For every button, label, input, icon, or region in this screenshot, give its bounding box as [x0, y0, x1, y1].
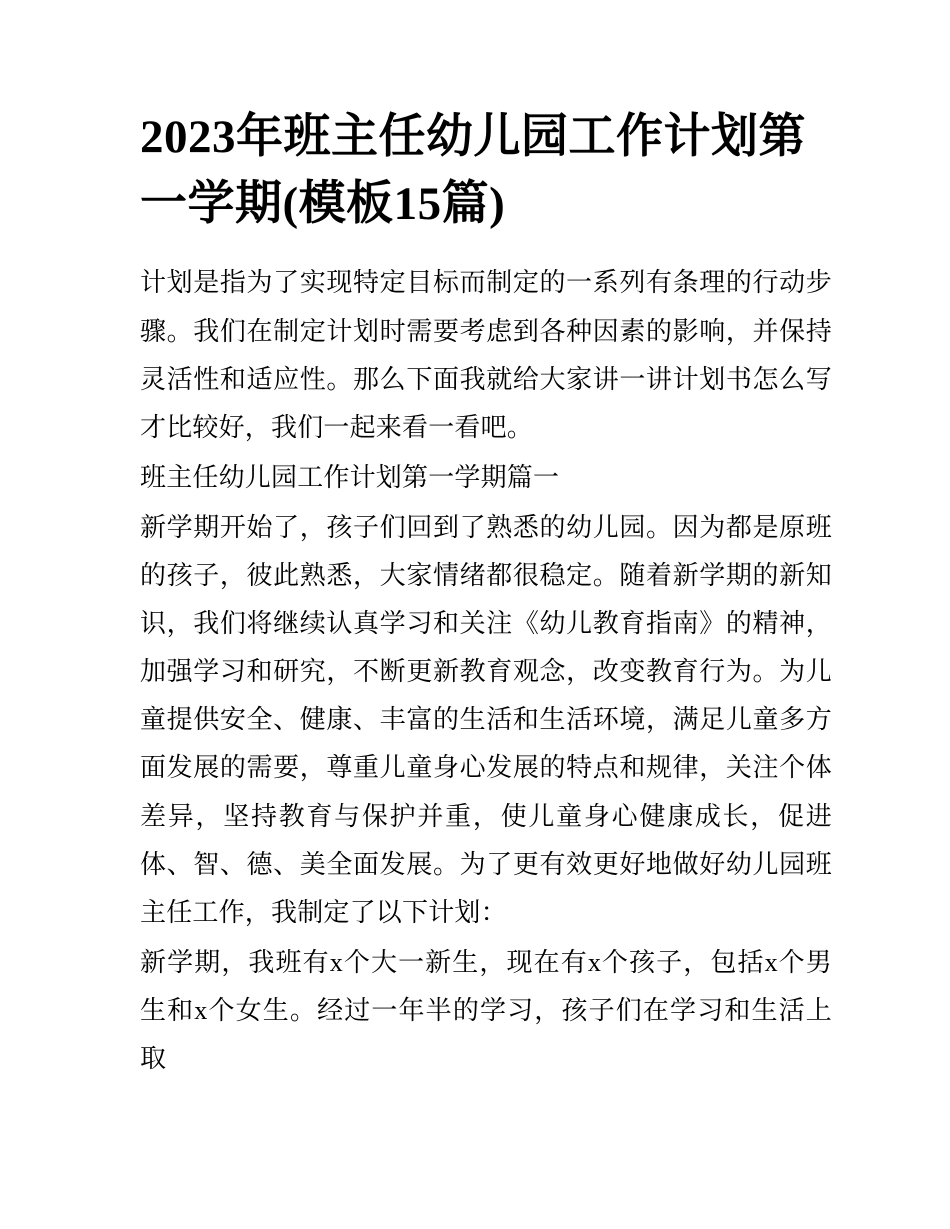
paragraph-intro: 计划是指为了实现特定目标而制定的一系列有条理的行动步骤。我们在制定计划时需要考虑到各种因素的影响，并保持灵活性和适应性。那么下面我就给大家讲一讲计划书怎么写才比较好，我们一起来看一看吧。 — [140, 268, 832, 442]
paragraph-section-heading: 班主任幼儿园工作计划第一学期篇一 — [140, 462, 560, 492]
paragraph-body-2: 新学期，我班有x个大一新生，现在有x个孩子，包括x个男生和x个女生。经过一年半的学习，孩子们在学习和生活上取 — [140, 947, 832, 1073]
page-title: 2023年班主任幼儿园工作计划第一学期(模板15篇) — [140, 111, 806, 230]
paragraph-body-1: 新学期开始了，孩子们回到了熟悉的幼儿园。因为都是原班的孩子，彼此熟悉，大家情绪都很稳定。随着新学期的新知识，我们将继续认真学习和关注《幼儿教育指南》的精神，加强学习和研究，不断更新教育观念，改变教育行为。为儿童提供安全、健康、丰富的生活和生活环境，满足儿童多方面发展的需要，尊重儿童身心发展的特点和规律，关注个体差异，坚持教育与保护并重，使儿童身心健康成长，促进体、智、德、美全面发展。为了更有效更好地做好幼儿园班主任工作，我制定了以下计划： — [140, 512, 832, 927]
